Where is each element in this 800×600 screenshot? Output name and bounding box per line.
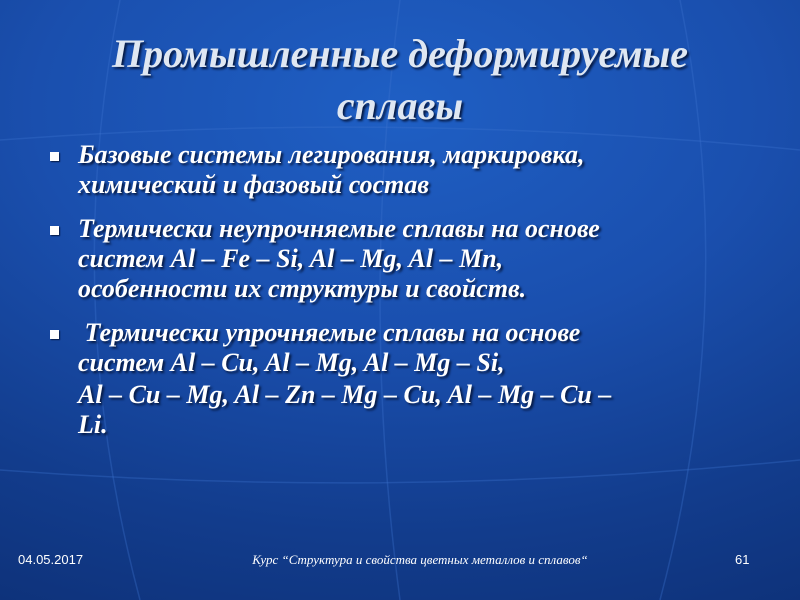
bullet-3-line-1: Термически упрочняемые сплавы на основе xyxy=(78,318,581,347)
bullet-1-line-1: Базовые системы легирования, маркировка, xyxy=(78,140,585,169)
footer-date: 04.05.2017 xyxy=(18,552,84,567)
bullet-3-continuation xyxy=(48,380,748,440)
bullet-list xyxy=(48,140,748,440)
continuation-line-2: Li. xyxy=(78,410,108,439)
bullet-item-2 xyxy=(48,214,748,304)
bullet-item-3 xyxy=(48,318,748,378)
slide-number: 61 xyxy=(735,552,750,567)
bullet-2-line-3: особенности их структуры и свойств. xyxy=(78,274,527,303)
square-bullet-icon xyxy=(50,330,59,339)
slide-title-line-2: сплавы xyxy=(336,83,464,128)
bullet-2-line-1: Термически неупрочняемые сплавы на основе xyxy=(78,214,600,243)
footer-course-title: Курс “Структура и свойства цветных металлов и сплавов“ xyxy=(252,552,588,567)
square-bullet-icon xyxy=(50,152,59,161)
bullet-2-line-2: систем Al – Fe – Si, Al – Mg, Al – Mn, xyxy=(78,244,504,273)
bullet-3-line-2: систем Al – Cu, Al – Mg, Al – Mg – Si, xyxy=(78,348,505,377)
slide-title-line-1: Промышленные деформируемые xyxy=(111,31,689,76)
bullet-1-line-2: химический и фазовый состав xyxy=(78,170,429,199)
continuation-line-1: Al – Cu – Mg, Al – Zn – Mg – Cu, Al – Mg – Cu – xyxy=(78,380,612,409)
bullet-item-1 xyxy=(48,140,748,200)
slide-title xyxy=(40,28,760,132)
square-bullet-icon xyxy=(50,226,59,235)
